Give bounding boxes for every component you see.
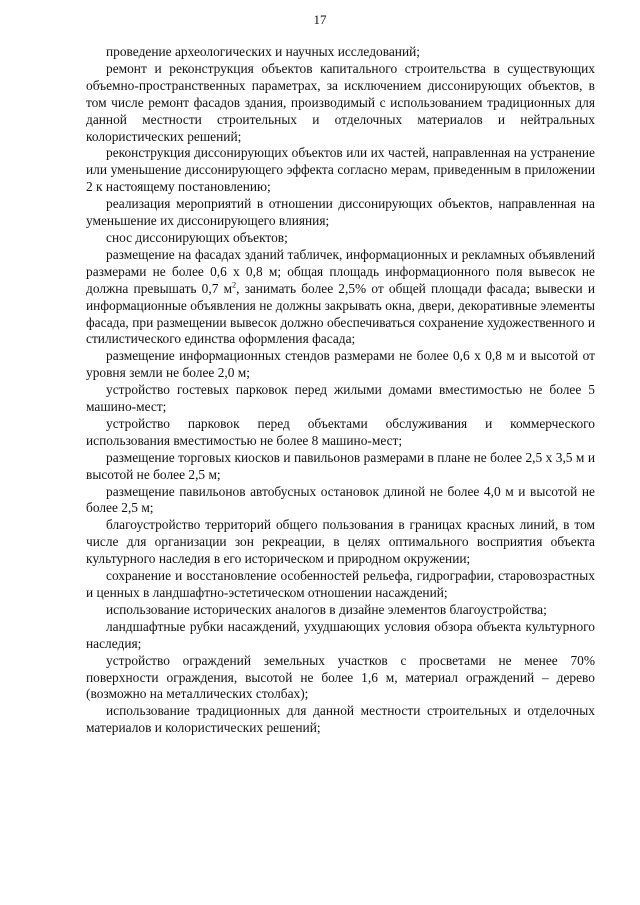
- paragraph-signage: [86, 247, 595, 348]
- paragraph: размещение павильонов автобусных остановок длиной не более 4,0 м и высотой не более 2,5 м;: [86, 483, 595, 516]
- paragraph: ландшафтные рубки насаждений, ухудшающих условия обзора объекта культурного наследия;: [86, 618, 595, 651]
- paragraph-signage-tail: , занимать более 2,5% от общей площади фасада; вывески и информационные объявления не должны закрывать окна, двери, декоративные элементы фасада, при размещении вывесок должно обеспечиваться сохранение художественного и стилистического единства оформления фасада;: [86, 280, 595, 347]
- paragraph: сохранение и восстановление особенностей рельефа, гидрографии, старовозрастных и ценных в ландшафтно-эстетическом отношении насаждений;: [86, 568, 595, 600]
- paragraph: реализация мероприятий в отношении диссонирующих объектов, направленная на уменьшение их диссонирующего влияния;: [86, 196, 595, 229]
- page-number: 17: [313, 12, 327, 27]
- paragraph: устройство ограждений земельных участков с просветами не менее 70% поверхности ограждения, высотой не более 1,6 м, материал ограждений – дерево (возможно на металлических столбах);: [86, 652, 595, 702]
- superscript: 2: [232, 280, 237, 290]
- paragraph: использование исторических аналогов в дизайне элементов благоустройства;: [106, 601, 547, 617]
- paragraph-signage-head: размещение на фасадах зданий табличек, информационных и рекламных объявлений размерами не более 0,6 х 0,8 м; общая площадь информационного поля вывесок не должна превышать 0,7 м: [86, 246, 595, 296]
- paragraph: ремонт и реконструкция объектов капитального строительства в существующих объемно-пространственных параметрах, за исключением диссонирующих объектов, в том числе ремонт фасадов здания, производимый с использованием традиционных для данной местности строительных и отделочных материалов и нейтральных колористических решений;: [86, 60, 595, 144]
- paragraph: размещение информационных стендов размерами не более 0,6 х 0,8 м и высотой от уровня земли не более 2,0 м;: [86, 348, 595, 381]
- paragraph: снос диссонирующих объектов;: [106, 229, 288, 245]
- paragraph: использование традиционных для данной местности строительных и отделочных материалов и колористических решений;: [86, 703, 595, 736]
- paragraph: благоустройство территорий общего пользования в границах красных линий, в том числе для организации зон рекреации, в целях оптимального восприятия объекта культурного наследия в его историческом и природном окружении;: [86, 517, 595, 567]
- paragraph: проведение археологических и научных исследований;: [106, 44, 421, 59]
- paragraph: размещение торговых киосков и павильонов размерами в плане не более 2,5 х 3,5 м и высотой не более 2,5 м;: [86, 449, 595, 482]
- paragraph: реконструкция диссонирующих объектов или их частей, направленная на устранение или уменьшение диссонирующего эффекта согласно мерам, приведенным в приложении 2 к настоящему постановлению;: [86, 145, 595, 195]
- document-body: [86, 44, 595, 737]
- paragraph: устройство парковок перед объектами обслуживания и коммерческого использования вместимостью не более 8 машино-мест;: [86, 415, 595, 448]
- paragraph: устройство гостевых парковок перед жилыми домами вместимостью не более 5 машино-мест;: [86, 382, 595, 415]
